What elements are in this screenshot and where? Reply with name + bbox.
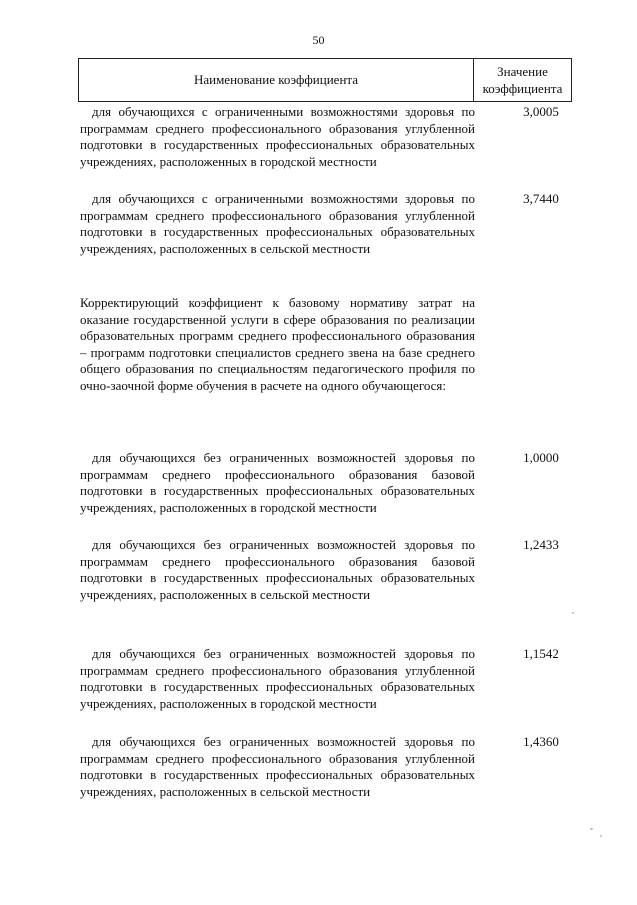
- coefficient-description: для обучающихся без ограниченных возможностей здоровья по программам среднего профессионального образования базовой подготовки в государственных профессиональных образовательных учреждениях, расположенных в городской местности: [80, 450, 475, 515]
- coefficient-value-header: [474, 59, 571, 101]
- scan-speck: [590, 828, 593, 830]
- coefficient-value: 3,7440: [523, 191, 559, 206]
- coefficient-description: для обучающихся без ограниченных возможностей здоровья по программам среднего профессионального образования углубленной подготовки в государственных профессиональных образовательных учреждениях, расположенных в сельской местности: [80, 734, 475, 799]
- coefficient-value: 1,4360: [523, 734, 559, 749]
- table-header: [78, 58, 572, 102]
- coefficient-description: для обучающихся с ограниченными возможностями здоровья по программам среднего профессионального образования углубленной подготовки в государственных профессиональных образовательных учреждениях, расположенных в сельской местности: [80, 191, 475, 256]
- scan-speck: [572, 612, 574, 614]
- value-header-line1: Значение: [497, 64, 548, 79]
- scan-speck: [600, 835, 602, 837]
- corrective-coefficient-intro: Корректирующий коэффициент к базовому нормативу затрат на оказание государственной услуги в сфере образования по реализации образовательных программ среднего профессионального образования – программ подготовки специалистов среднего звена на базе среднего общего образования по специальностям педагогического профиля по очно-заочной форме обучения в расчете на одного обучающегося:: [80, 295, 475, 393]
- coefficient-description: для обучающихся без ограниченных возможностей здоровья по программам среднего профессионального образования базовой подготовки в государственных профессиональных образовательных учреждениях, расположенных в сельской местности: [80, 537, 475, 602]
- coefficient-value: 3,0005: [523, 104, 559, 119]
- coefficient-row: [80, 104, 559, 170]
- coefficient-value: 1,1542: [523, 646, 559, 661]
- coefficient-row: [80, 191, 559, 257]
- coefficient-description: для обучающихся с ограниченными возможностями здоровья по программам среднего профессионального образования углубленной подготовки в государственных профессиональных образовательных учреждениях, расположенных в городской местности: [80, 104, 475, 169]
- coefficient-name-header: Наименование коэффициента: [193, 72, 359, 87]
- value-header-line2: коэффициента: [482, 81, 563, 96]
- page-number: 50: [312, 33, 325, 47]
- coefficient-row: [80, 734, 559, 800]
- coefficient-value: 1,2433: [523, 537, 559, 552]
- coefficient-row: [80, 646, 559, 712]
- coefficient-description: для обучающихся без ограниченных возможностей здоровья по программам среднего профессионального образования углубленной подготовки в государственных профессиональных образовательных учреждениях, расположенных в городской местности: [80, 646, 475, 711]
- coefficient-row: [80, 450, 559, 516]
- coefficient-row: [80, 537, 559, 603]
- coefficient-value: 1,0000: [523, 450, 559, 465]
